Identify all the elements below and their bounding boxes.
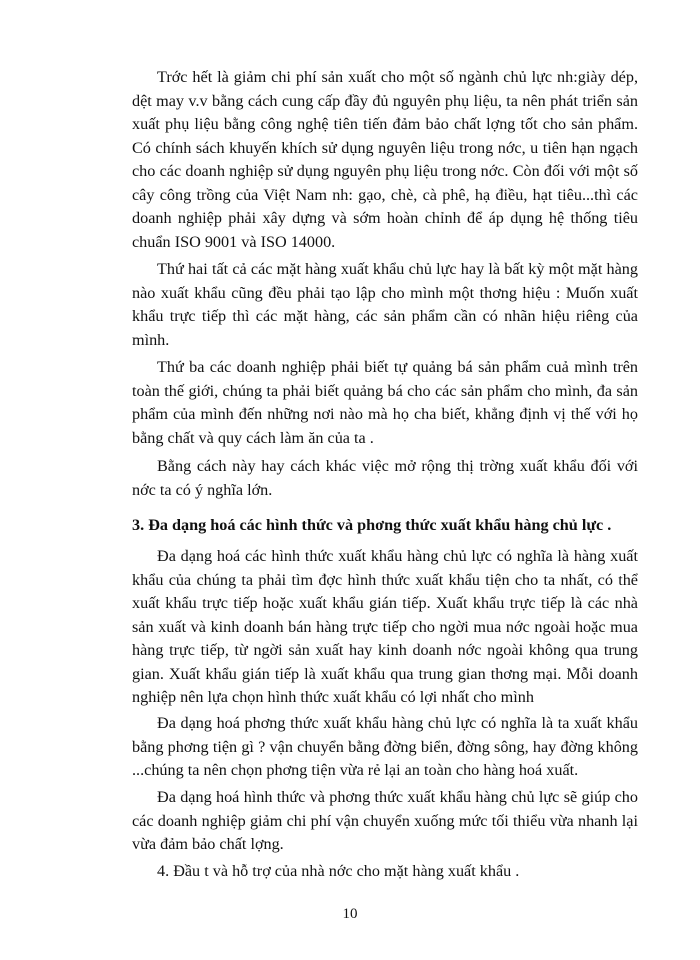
- paragraph-export-methods: Đa dạng hoá phơng thức xuất khẩu hàng chủ lực có nghĩa là ta xuất khẩu bằng phơng tiện gì ? vận chuyển bằng đờng biển, đờng sông, hay đờng không ...chúng ta nên chọn phơng tiện vừa rẻ lại an toàn cho hàng hoá xuất.: [132, 714, 638, 779]
- paragraph-export-forms: Đa dạng hoá các hình thức xuất khẩu hàng chủ lực có nghĩa là hàng xuất khẩu của chúng ta phải tìm đợc hình thức xuất khẩu tiện cho ta nhất, có thể xuất khẩu trực tiếp hoặc xuất khẩu gián tiếp. Xuất khẩu trực tiếp là các nhà sản xuất và kinh doanh bán hàng trực tiếp cho ngời mua nớc ngoài hoặc mua hàng trực tiếp, từ ngời sản xuất hay kinh doanh nớc ngoài không qua trung gian. Xuất khẩu gián tiếp là xuất khẩu qua trung gian thơng mại. Mỗi doanh nghiệp nên lựa chọn hình thức xuất khẩu có lợi nhất cho mình: [132, 547, 638, 706]
- section-heading-4: 4. Đầu t và hỗ trợ của nhà nớc cho mặt hàng xuất khẩu .: [157, 862, 520, 880]
- paragraph-brand: Thứ hai tất cả các mặt hàng xuất khẩu chủ lực hay là bất kỳ một mặt hàng nào xuất khẩu cũng đều phải tạo lập cho mình một thơng hiệu : Muốn xuất khẩu trực tiếp thì các mặt hàng, các sản phẩm cần có nhãn hiệu riêng của mình.: [132, 260, 638, 349]
- paragraph-diversification-benefit: Đa dạng hoá hình thức và phơng thức xuất khẩu hàng chủ lực sẽ giúp cho các doanh nghiệp giảm chi phí vận chuyển xuống mức tối thiểu vừa nhanh lại vừa đảm bảo chất lợng.: [132, 788, 638, 853]
- paragraph-promotion: Thứ ba các doanh nghiệp phải biết tự quảng bá sản phẩm cuả mình trên toàn thế giới, chúng ta phải biết quảng bá cho các sản phẩm cho mình, đa sản phẩm của mình đến những nơi nào mà họ cha biết, khẳng định vị thế với họ bằng chất và quy cách làm ăn của ta .: [132, 358, 638, 447]
- section-heading-3: 3. Đa dạng hoá các hình thức và phơng thức xuất khẩu hàng chủ lực .: [132, 516, 612, 534]
- paragraph-reduce-costs: Trớc hết là giảm chi phí sản xuất cho một số ngành chủ lực nh:giày dép, dệt may v.v bằng cách cung cấp đầy đủ nguyên phụ liệu, ta nên phát triển sản xuất phụ liệu bằng công nghệ tiên tiến đảm bảo chất lợng tốt cho sản phẩm. Có chính sách khuyến khích sử dụng nguyên liệu trong nớc, u tiên hạn ngạch cho các doanh nghiệp sử dụng nguyên phụ liệu trong nớc. Còn đối với một số cây công trồng của Việt Nam nh: gạo, chè, cà phê, hạ điều, hạt tiêu...thì các doanh nghiệp phải xây dựng và sớm hoàn chỉnh để áp dụng hệ thống tiêu chuẩn ISO 9001 và ISO 14000.: [132, 68, 638, 251]
- page-number: 10: [342, 906, 358, 922]
- paragraph-market-expansion: Bằng cách này hay cách khác việc mở rộng thị trờng xuất khẩu đối với nớc ta có ý nghĩa lớn.: [132, 457, 638, 499]
